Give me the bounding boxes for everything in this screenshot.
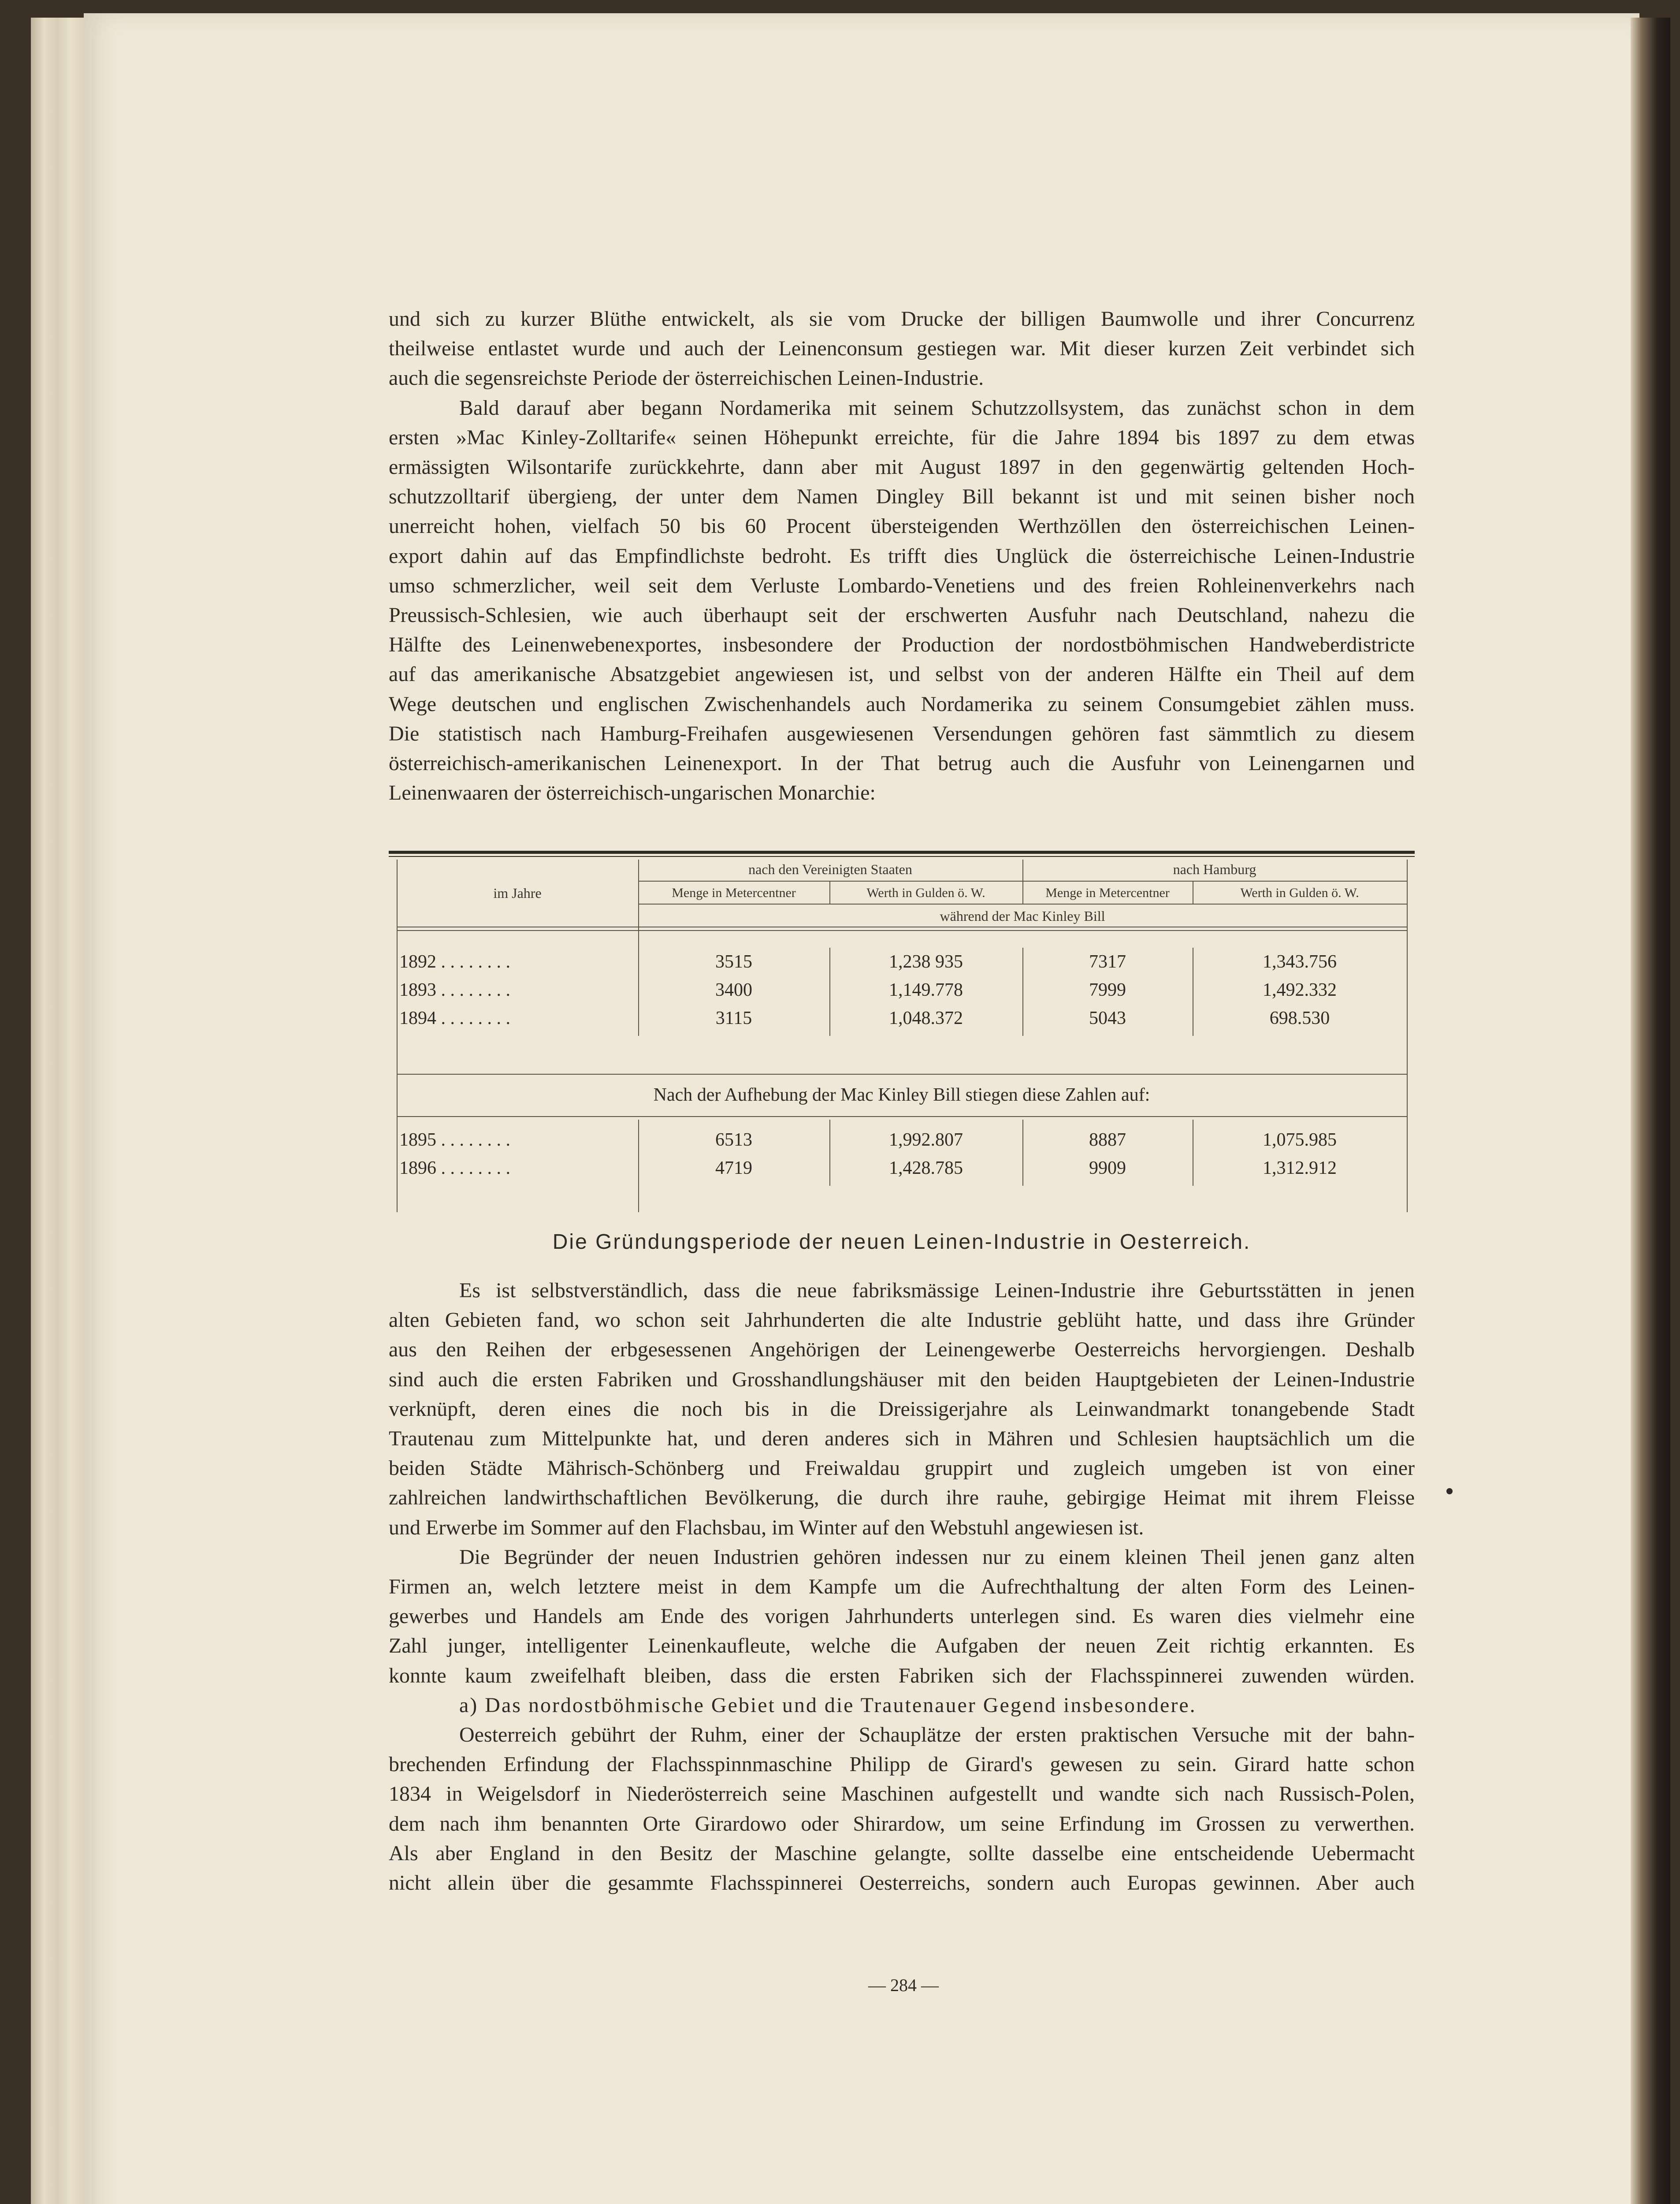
text-line: und Erwerbe im Sommer auf den Flachsbau, im Winter auf den Webstuhl angewiesen ist. [389,1515,1144,1539]
col-header-hh-qty: Menge in Metercentner [1045,886,1170,900]
text-line: export dahin auf das Empfindlichste bedroht. Es trifft dies Unglück die österreichische Leinen-Industrie [389,544,1415,568]
table-border-right [1407,860,1408,1212]
row-year: 1892 . . . . . . . . [399,952,510,972]
text-line: theilweise entlastet wurde und auch der Leinenconsum gestiegen war. Mit dieser kurzen Zeit verbindet sich [389,337,1415,361]
hh-qty: 9909 [1089,1158,1126,1178]
note-after: Nach der Aufhebung der Mac Kinley Bill stiegen diese Zahlen auf: [653,1085,1150,1105]
table-rule-top [389,851,1415,854]
us-value: 1,149.778 [889,980,963,1000]
text-line: auch die segensreichste Periode der österreichischen Leinen-Industrie. [389,366,984,390]
us-qty: 4719 [715,1158,752,1178]
hh-value: 1,492.332 [1263,980,1337,1000]
text-line: schutzzolltarif übergieng, der unter dem Namen Dingley Bill bekannt ist und mit seinen bisher noch [389,485,1415,509]
text-line: Die Begründer der neuen Industrien gehören indessen nur zu einem kleinen Theil jenen ganz alten [459,1545,1415,1569]
text-line: Zahl junger, intelligenter Leinenkaufleute, welche die Aufgaben der neuen Zeit richtig erkannten. Es [389,1634,1415,1658]
text-line: Oesterreich gebührt der Ruhm, einer der Schauplätze der ersten praktischen Versuche mit der bahn- [459,1723,1415,1747]
us-value: 1,048.372 [889,1008,963,1028]
text-line: ermässigten Wilsontarife zurückkehrte, dann aber mit August 1897 in den gegenwärtig geltenden Hoch- [389,455,1415,479]
page-number: — 284 — [868,1975,939,1995]
table-border-left [397,860,398,1212]
text-line: Leinenwaaren der österreichisch-ungarischen Monarchie: [389,781,876,805]
text-line: dem nach ihm benannten Orte Girardowo oder Shirardow, um seine Erfindung im Grossen zu verwerthen. [389,1812,1415,1835]
text-line: konnte kaum zweifelhaft bleiben, dass die ersten Fabriken sich der Flachsspinnerei zuwenden würden. [389,1664,1415,1687]
col-group-hamburg: nach Hamburg [1173,861,1256,877]
export-table [389,851,1415,1212]
text-line: Es ist selbstverständlich, dass die neue fabriksmässige Leinen-Industrie ihre Geburtsstätten in jenen [459,1279,1415,1302]
us-qty: 6513 [715,1130,752,1150]
col-header-hh-value: Werth in Gulden ö. W. [1240,886,1359,900]
hh-qty: 7317 [1089,952,1126,972]
text-line: Bald darauf aber begann Nordamerika mit seinem Schutzzollsystem, das zunächst schon in dem [459,396,1415,420]
col-header-us-value: Werth in Gulden ö. W. [866,886,985,900]
row-year: 1896 . . . . . . . . [399,1158,510,1178]
text-line: aus den Reihen der erbgesessenen Angehörigen der Leinengewerbe Oesterreichs hervorgiengen. Deshalb [389,1338,1415,1362]
us-qty: 3515 [715,952,752,972]
note-during: während der Mac Kinley Bill [940,908,1105,924]
hh-value: 1,343.756 [1263,952,1337,972]
paragraph-3 [389,1276,1415,1542]
text-line: auf das amerikanische Absatzgebiet angewiesen ist, und selbst von der anderen Hälfte ein Theil auf dem [389,663,1415,686]
text-line: umso schmerzlicher, weil seit dem Verluste Lombardo-Venetiens und des freien Rohleinenverkehrs nach [389,573,1415,597]
col-header-us-qty: Menge in Metercentner [672,886,796,900]
col-group-us: nach den Vereinigten Staaten [748,861,912,877]
section-heading: Die Gründungsperiode der neuen Leinen-Industrie in Oesterreich. [552,1230,1251,1254]
row-year: 1893 . . . . . . . . [399,980,510,1000]
paragraph-4 [389,1542,1415,1690]
text-line: Als aber England in den Besitz der Maschine gelangte, sollte dasselbe eine entscheidende Uebermacht [389,1841,1415,1865]
table-divider [397,1074,1407,1075]
table-divider [397,1116,1407,1117]
text-line: Firmen an, welch letztere meist in dem Kampfe um die Aufrechthaltung der alten Form des Leinen- [389,1575,1415,1599]
us-value: 1,428.785 [889,1158,963,1178]
hh-value: 698.530 [1269,1008,1330,1028]
text-line: zahlreichen landwirthschaftlichen Bevölkerung, die durch ihre rauhe, gebirgige Heimat mit ihrem Fleisse [389,1486,1415,1510]
us-value: 1,238 935 [889,952,963,972]
paragraph-5 [389,1720,1415,1898]
text-line: und sich zu kurzer Blüthe entwickelt, als sie vom Drucke der billigen Baumwolle und ihrer Concurrenz [389,307,1415,331]
table-divider [397,930,1407,931]
text-line: Preussisch-Schlesien, wie auch überhaupt seit der erschwerten Ausfuhr nach Deutschland, nahezu die [389,603,1415,627]
hh-qty: 8887 [1089,1130,1126,1150]
text-block-bottom [389,1276,1415,1898]
us-qty: 3115 [715,1008,752,1028]
subsection-heading: a) Das nordostböhmische Gebiet und die Trautenauer Gegend insbesondere. [459,1693,1197,1717]
us-qty: 3400 [715,980,752,1000]
table-divider [638,904,1407,905]
paragraph-2 [389,393,1415,808]
col-header-year: im Jahre [493,885,542,901]
row-year: 1894 . . . . . . . . [399,1008,510,1028]
text-line: Die statistisch nach Hamburg-Freihafen ausgewiesenen Versendungen gehören fast sämmtlich zu diesem [389,722,1415,745]
table-divider [638,881,1407,882]
text-line: Hälfte des Leinenwebenexportes, insbesondere der Production der nordostböhmischen Handweberdistricte [389,633,1415,657]
text-line: 1834 in Weigelsdorf in Niederösterreich seine Maschinen aufgestellt und wandte sich nach Russisch-Polen, [389,1782,1415,1806]
hh-value: 1,075.985 [1263,1130,1337,1150]
text-line: österreichisch-amerikanischen Leinenexport. In der That betrug auch die Ausfuhr von Leinengarnen und [389,752,1415,775]
margin-dot [1446,1488,1453,1494]
hh-value: 1,312.912 [1263,1158,1337,1178]
hh-qty: 7999 [1089,980,1126,1000]
text-block-top [389,304,1415,808]
text-line: unerreicht hohen, vielfach 50 bis 60 Procent übersteigenden Werthzöllen den österreichischen Leinen- [389,514,1415,538]
text-line: sind auch die ersten Fabriken und Grosshandlungshäuser mit den beiden Hauptgebieten der Leinen-Industrie [389,1367,1415,1391]
text-line: gewerbes und Handels am Ende des vorigen Jahrhunderts unterlegen sind. Es waren dies vielmehr eine [389,1605,1415,1628]
text-line: verknüpft, deren eines die noch bis in die Dreissigerjahre als Leinwandmarkt tonangebende Stadt [389,1397,1415,1421]
text-line: brechenden Erfindung der Flachsspinnmaschine Philipp de Girard's gewesen zu sein. Girard hatte schon [389,1753,1415,1776]
row-year: 1895 . . . . . . . . [399,1130,510,1150]
us-value: 1,992.807 [889,1130,963,1150]
hh-qty: 5043 [1089,1008,1126,1028]
text-line: Trautenau zum Mittelpunkte hat, und deren anderes sich in Mähren und Schlesien hauptsächlich um die [389,1427,1415,1451]
table-rule-top-thin [389,856,1415,857]
text-line: alten Gebieten fand, wo schon seit Jahrhunderten die alte Industrie geblüht hatte, und dass ihre Gründer [389,1308,1415,1332]
book-spine [1631,18,1670,2204]
text-line: ersten »Mac Kinley-Zolltarife« seinen Höhepunkt erreichte, für die Jahre 1894 bis 1897 zu dem etwas [389,425,1415,449]
text-line: nicht allein über die gesammte Flachsspinnerei Oesterreichs, sondern auch Europas gewinnen. Aber auch [389,1871,1415,1895]
text-line: beiden Städte Mährisch-Schönberg und Freiwaldau gruppirt und zugleich umgeben ist von einer [389,1456,1415,1480]
paragraph-1 [389,304,1415,393]
text-line: Wege deutschen und englischen Zwischenhandels auch Nordamerika zu seinem Consumgebiet zählen muss. [389,692,1415,716]
